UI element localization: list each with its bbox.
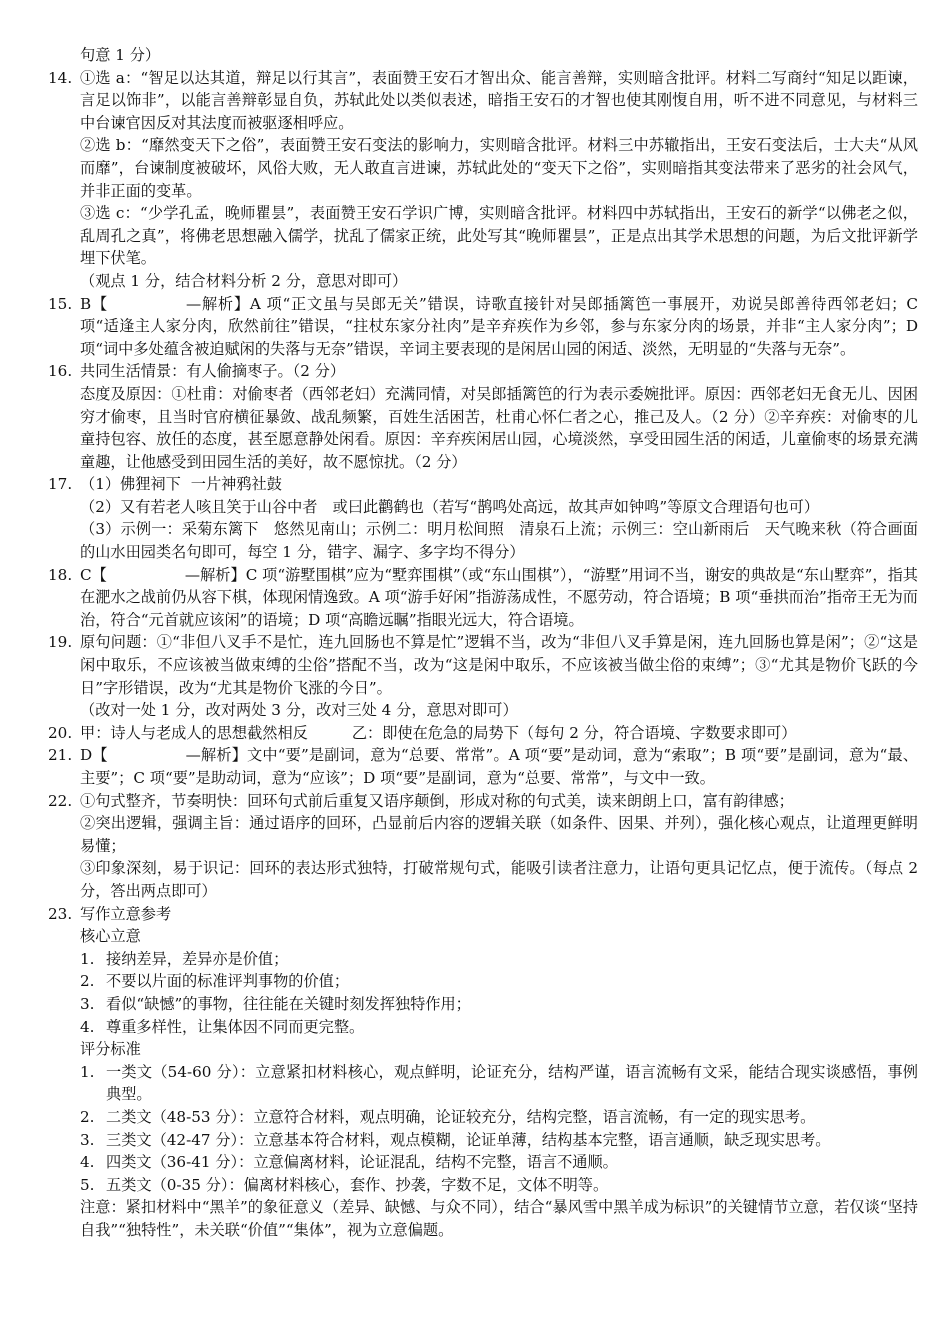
q18-answer: [80, 564, 918, 632]
question-number: 22.: [48, 791, 73, 810]
q20-yi: 乙：即使在危急的局势下（每句 2 分，符合语境、字数要求即可）: [351, 723, 797, 742]
q17-blank-2: 一片神鸦社鼓: [190, 475, 282, 494]
question-number: 16.: [48, 362, 73, 381]
scoring-standard-item: 2. 二类文（48-53 分）：立意符合材料，观点明确，论证较充分，结构完整，语言流畅，有一定的现实思考。: [80, 1107, 816, 1126]
q17-item-2: （2）又有若老人咳且笑于山谷中者 或曰此鹳鹤也（若写“鹊鸣处高远，故其声如钟鸣”等原文合理语句也可）: [80, 497, 820, 516]
answer-choice: B【: [80, 294, 108, 313]
question-19: [48, 631, 918, 721]
q17-item-1: [80, 473, 918, 496]
question-number: 15.: [48, 294, 73, 313]
q22-point-1: ①句式整齐，节奏明快：回环句式前后重复又语序颠倒，形成对称的句式美，读来朗朗上口，富有韵律感；: [80, 791, 794, 810]
q20-jia: 甲：诗人与老成人的思想截然相反: [80, 723, 308, 742]
question-number: 20.: [48, 723, 73, 742]
q21-answer: [80, 744, 918, 789]
question-number: 23.: [48, 904, 73, 923]
question-number: 14.: [48, 68, 73, 87]
q17-blank-1: （1）佛狸祠下: [80, 475, 181, 494]
answer-explanation: —解析】A 项“正文虽与吴郎无关”错误，诗歌直接针对吴郎插篱笆一事展开，劝说吴郎善待西邻老妇；C 项“适逢主人家分肉，欣然前往”错误，“拄杖东家分社肉”是辛弃疾作为乡邻，参与东家分肉的场景，并非“主人家分肉”；D 项“词中多处蕴含被迫赋闲的失落与无奈”错误，辛词主要表现的是闲居山园的闲适、淡然，无明显的“失落与无奈”。: [80, 294, 918, 358]
scoring-standard-item: 3. 三类文（42-47 分）：立意基本符合材料，观点模糊，论证单薄，结构基本完整，语言通顺，缺乏现实思考。: [80, 1130, 831, 1149]
q22-point-2: ②突出逻辑，强调主旨：通过语序的回环，凸显前后内容的逻辑关联（如条件、因果、并列），强化核心观点，让道理更鲜明易懂；: [80, 814, 918, 855]
answer-explanation: —解析】C 项“游墅围棋”应为“墅弈围棋”（或“东山围棋”），“游墅”用词不当，谢安的典故是“东山墅弈”，指其在淝水之战前仍从容下棋，体现闲情逸致。A 项“游手好闲”指游荡成性，不愿劳动，符合语境；B 项“垂拱而治”指帝王无为而治，符合“元首就应该闲”的语境；D 项“高瞻远瞩”指眼光远大，符合语境。: [80, 565, 918, 629]
scoring-standard-item: 1. 一类文（54-60 分）：立意紧扣材料核心，观点鲜明，论证充分，结构严谨，语言流畅有文采，能结合现实谈感悟，事例典型。: [80, 1062, 918, 1104]
answer-explanation: —解析】文中“要”是副词，意为“总要、常常”。A 项“要”是动词，意为“索取”；B 项“要”是副词，意为“最、主要”；C 项“要”是助动词，意为“应该”；D 项“要”是副词，意为“总要、常常”，与文中一致。: [80, 746, 918, 787]
q19-corrections: 原句问题：①“非但八叉手不是忙，连九回肠也不算是忙”逻辑不当，改为“非但八叉手算是闲，连九回肠也算是闲”；②“这是闲中取乐，不应该被当做束缚的尘俗”搭配不当，改为“这是闲中取乐，不应该被当做尘俗的束缚”；③“尤其是物价飞跃的今日”字形错误，改为“尤其是物价飞涨的今日”。: [80, 633, 918, 697]
q20-answer: [80, 722, 918, 745]
q14-point-b: ②选 b：“靡然变天下之俗”，表面赞王安石变法的影响力，实则暗含批评。材料三中苏辙指出，王安石变法后，士大夫“从风而靡”，台谏制度被破坏，风俗大败，无人敢直言进谏，苏轼此处的“变天下之俗”，实则暗指其变法带来了恶劣的社会风气，并非正面的变革。: [80, 136, 918, 200]
q19-scoring: （改对一处 1 分，改对两处 3 分，改对三处 4 分，意思对即可）: [80, 701, 518, 720]
continued-line: 句意 1 分）: [80, 46, 161, 64]
question-22: [48, 790, 918, 903]
question-14: [48, 67, 918, 293]
q14-scoring: （观点 1 分，结合材料分析 2 分，意思对即可）: [80, 271, 408, 290]
question-21: [48, 744, 918, 789]
question-16: [48, 360, 918, 473]
core-idea-heading: 核心立意: [80, 927, 141, 946]
question-18: [48, 564, 918, 632]
core-idea-item: 4. 尊重多样性，让集体因不同而更完整。: [80, 1017, 365, 1036]
question-number: 21.: [48, 746, 73, 765]
answer-choice: C【: [80, 565, 107, 584]
answer-page: [48, 44, 918, 1241]
core-idea-item: 3. 看似“缺憾”的事物，往往能在关键时刻发挥独特作用；: [80, 994, 471, 1013]
core-idea-item: 2. 不要以片面的标准评判事物的价值；: [80, 972, 349, 991]
answer-choice: D【: [80, 746, 108, 765]
q17-item-3: （3）示例一：采菊东篱下 悠然见南山；示例二：明月松间照 清泉石上流；示例三：空山新雨后 天气晚来秋（符合画面的山水田园类名句即可，每空 1 分，错字、漏字、多字均不得分）: [80, 520, 918, 562]
core-idea-item: 1. 接纳差异，差异亦是价值；: [80, 949, 289, 968]
question-23: [48, 903, 918, 1242]
question-number: 19.: [48, 633, 73, 652]
question-number: 17.: [48, 475, 73, 494]
q14-point-a: ①选 a：“智足以达其道，辩足以行其言”，表面赞王安石才智出众、能言善辩，实则暗含批评。材料二写商纣“知足以距谏，言足以饰非”，以能言善辩彰显自负，苏轼此处以类似表述，暗指王安石的才智也使其刚愎自用，听不进不同意见，与材料三中台谏官因反对其法度而被驱逐相呼应。: [80, 68, 918, 132]
q23-note: 注意：紧扣材料中“黑羊”的象征意义（差异、缺憾、与众不同），结合“暴风雪中黑羊成为标识”的关键情节立意，若仅谈“坚持自我”“独特性”，未关联“价值”“集体”，视为立意偏题。: [80, 1198, 918, 1239]
q23-title: 写作立意参考: [80, 904, 172, 923]
q14-point-c: ③选 c：“少学孔孟，晚师瞿昙”，表面赞王安石学识广博，实则暗含批评。材料四中苏轼指出，王安石的新学“以佛老之似，乱周孔之真”，将佛老思想融入儒学，扰乱了儒家正统，此处写其“晚师瞿昙”，正是点出其学术思想的问题，为后文批评新学埋下伏笔。: [80, 204, 918, 268]
scoring-standard-item: 5. 五类文（0-35 分）：偏离材料核心，套作、抄袭，字数不足，文体不明等。: [80, 1175, 609, 1194]
q16-scene: 共同生活情景：有人偷摘枣子。（2 分）: [80, 362, 346, 381]
question-number: 18.: [48, 565, 73, 584]
q15-answer: [80, 293, 918, 361]
scoring-standard-item: 4. 四类文（36-41 分）：立意偏离材料，论证混乱，结构不完整，语言不通顺。: [80, 1153, 618, 1172]
q22-point-3: ③印象深刻，易于识记：回环的表达形式独特，打破常规句式，能吸引读者注意力，让语句更具记忆点，便于流传。（每点 2 分，答出两点即可）: [80, 859, 918, 900]
question-17: [48, 473, 918, 563]
q16-attitudes: 态度及原因：①杜甫：对偷枣者（西邻老妇）充满同情，对吴郎插篱笆的行为表示委婉批评。原因：西邻老妇无食无儿、因困穷才偷枣，且当时官府横征暴敛、战乱频繁，百姓生活困苦，杜甫心怀仁者之心，推己及人。（2 分）②辛弃疾：对偷枣的儿童持包容、放任的态度，甚至愿意静处闲看。原因：辛弃疾闲居山园，心境淡然，享受田园生活的闲适，儿童偷枣的场景充满童趣，让他感受到田园生活的美好，故不愿惊扰。（2 分）: [80, 384, 918, 471]
question-15: [48, 293, 918, 361]
question-20: [48, 722, 918, 745]
scoring-standard-heading: 评分标准: [80, 1040, 141, 1059]
